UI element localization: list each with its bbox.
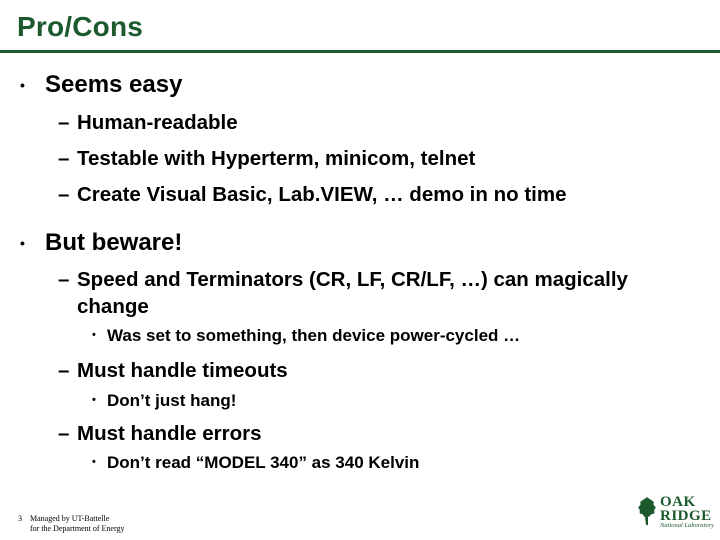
bullet-icon: • bbox=[20, 77, 25, 93]
point-seems-easy: Seems easy bbox=[45, 71, 183, 98]
bullet-icon: • bbox=[20, 235, 25, 251]
dash-icon: – bbox=[58, 359, 70, 382]
footer-text bbox=[30, 514, 190, 534]
bullet-icon: • bbox=[92, 329, 96, 341]
detail-point: Don’t just hang! bbox=[107, 391, 237, 410]
bullet-icon: • bbox=[92, 394, 96, 406]
slide-title: Pro/Cons bbox=[17, 11, 144, 42]
logo-line-3: National Laboratory bbox=[660, 522, 714, 529]
footer-line-2: for the Department of Energy bbox=[30, 524, 125, 533]
dash-icon: – bbox=[58, 183, 70, 206]
title-rule bbox=[0, 50, 720, 53]
logo-line-1: OAK bbox=[660, 494, 696, 510]
dash-icon: – bbox=[58, 268, 70, 291]
sub-point: Must handle errors bbox=[77, 422, 262, 445]
footer-line-1: Managed by UT-Battelle bbox=[30, 514, 110, 523]
dash-icon: – bbox=[58, 422, 70, 445]
dash-icon: – bbox=[58, 111, 70, 134]
page-number: 3 bbox=[18, 514, 22, 523]
point-but-beware: But beware! bbox=[45, 229, 183, 256]
sub-point: Speed and Terminators (CR, LF, CR/LF, …) can magically change bbox=[77, 268, 628, 318]
ornl-logo bbox=[636, 494, 716, 532]
logo-line-2: RIDGE bbox=[660, 508, 712, 524]
dash-icon: – bbox=[58, 147, 70, 170]
sub-point: Testable with Hyperterm, minicom, telnet bbox=[77, 147, 476, 170]
detail-point: Don’t read “MODEL 340” as 340 Kelvin bbox=[107, 453, 420, 472]
bullet-icon: • bbox=[92, 456, 96, 468]
oak-leaf-icon bbox=[636, 496, 658, 526]
sub-point: Must handle timeouts bbox=[77, 359, 288, 382]
detail-point: Was set to something, then device power-cycled … bbox=[107, 326, 521, 345]
sub-point: Create Visual Basic, Lab.VIEW, … demo in no time bbox=[77, 183, 567, 206]
sub-point: Human-readable bbox=[77, 111, 238, 134]
